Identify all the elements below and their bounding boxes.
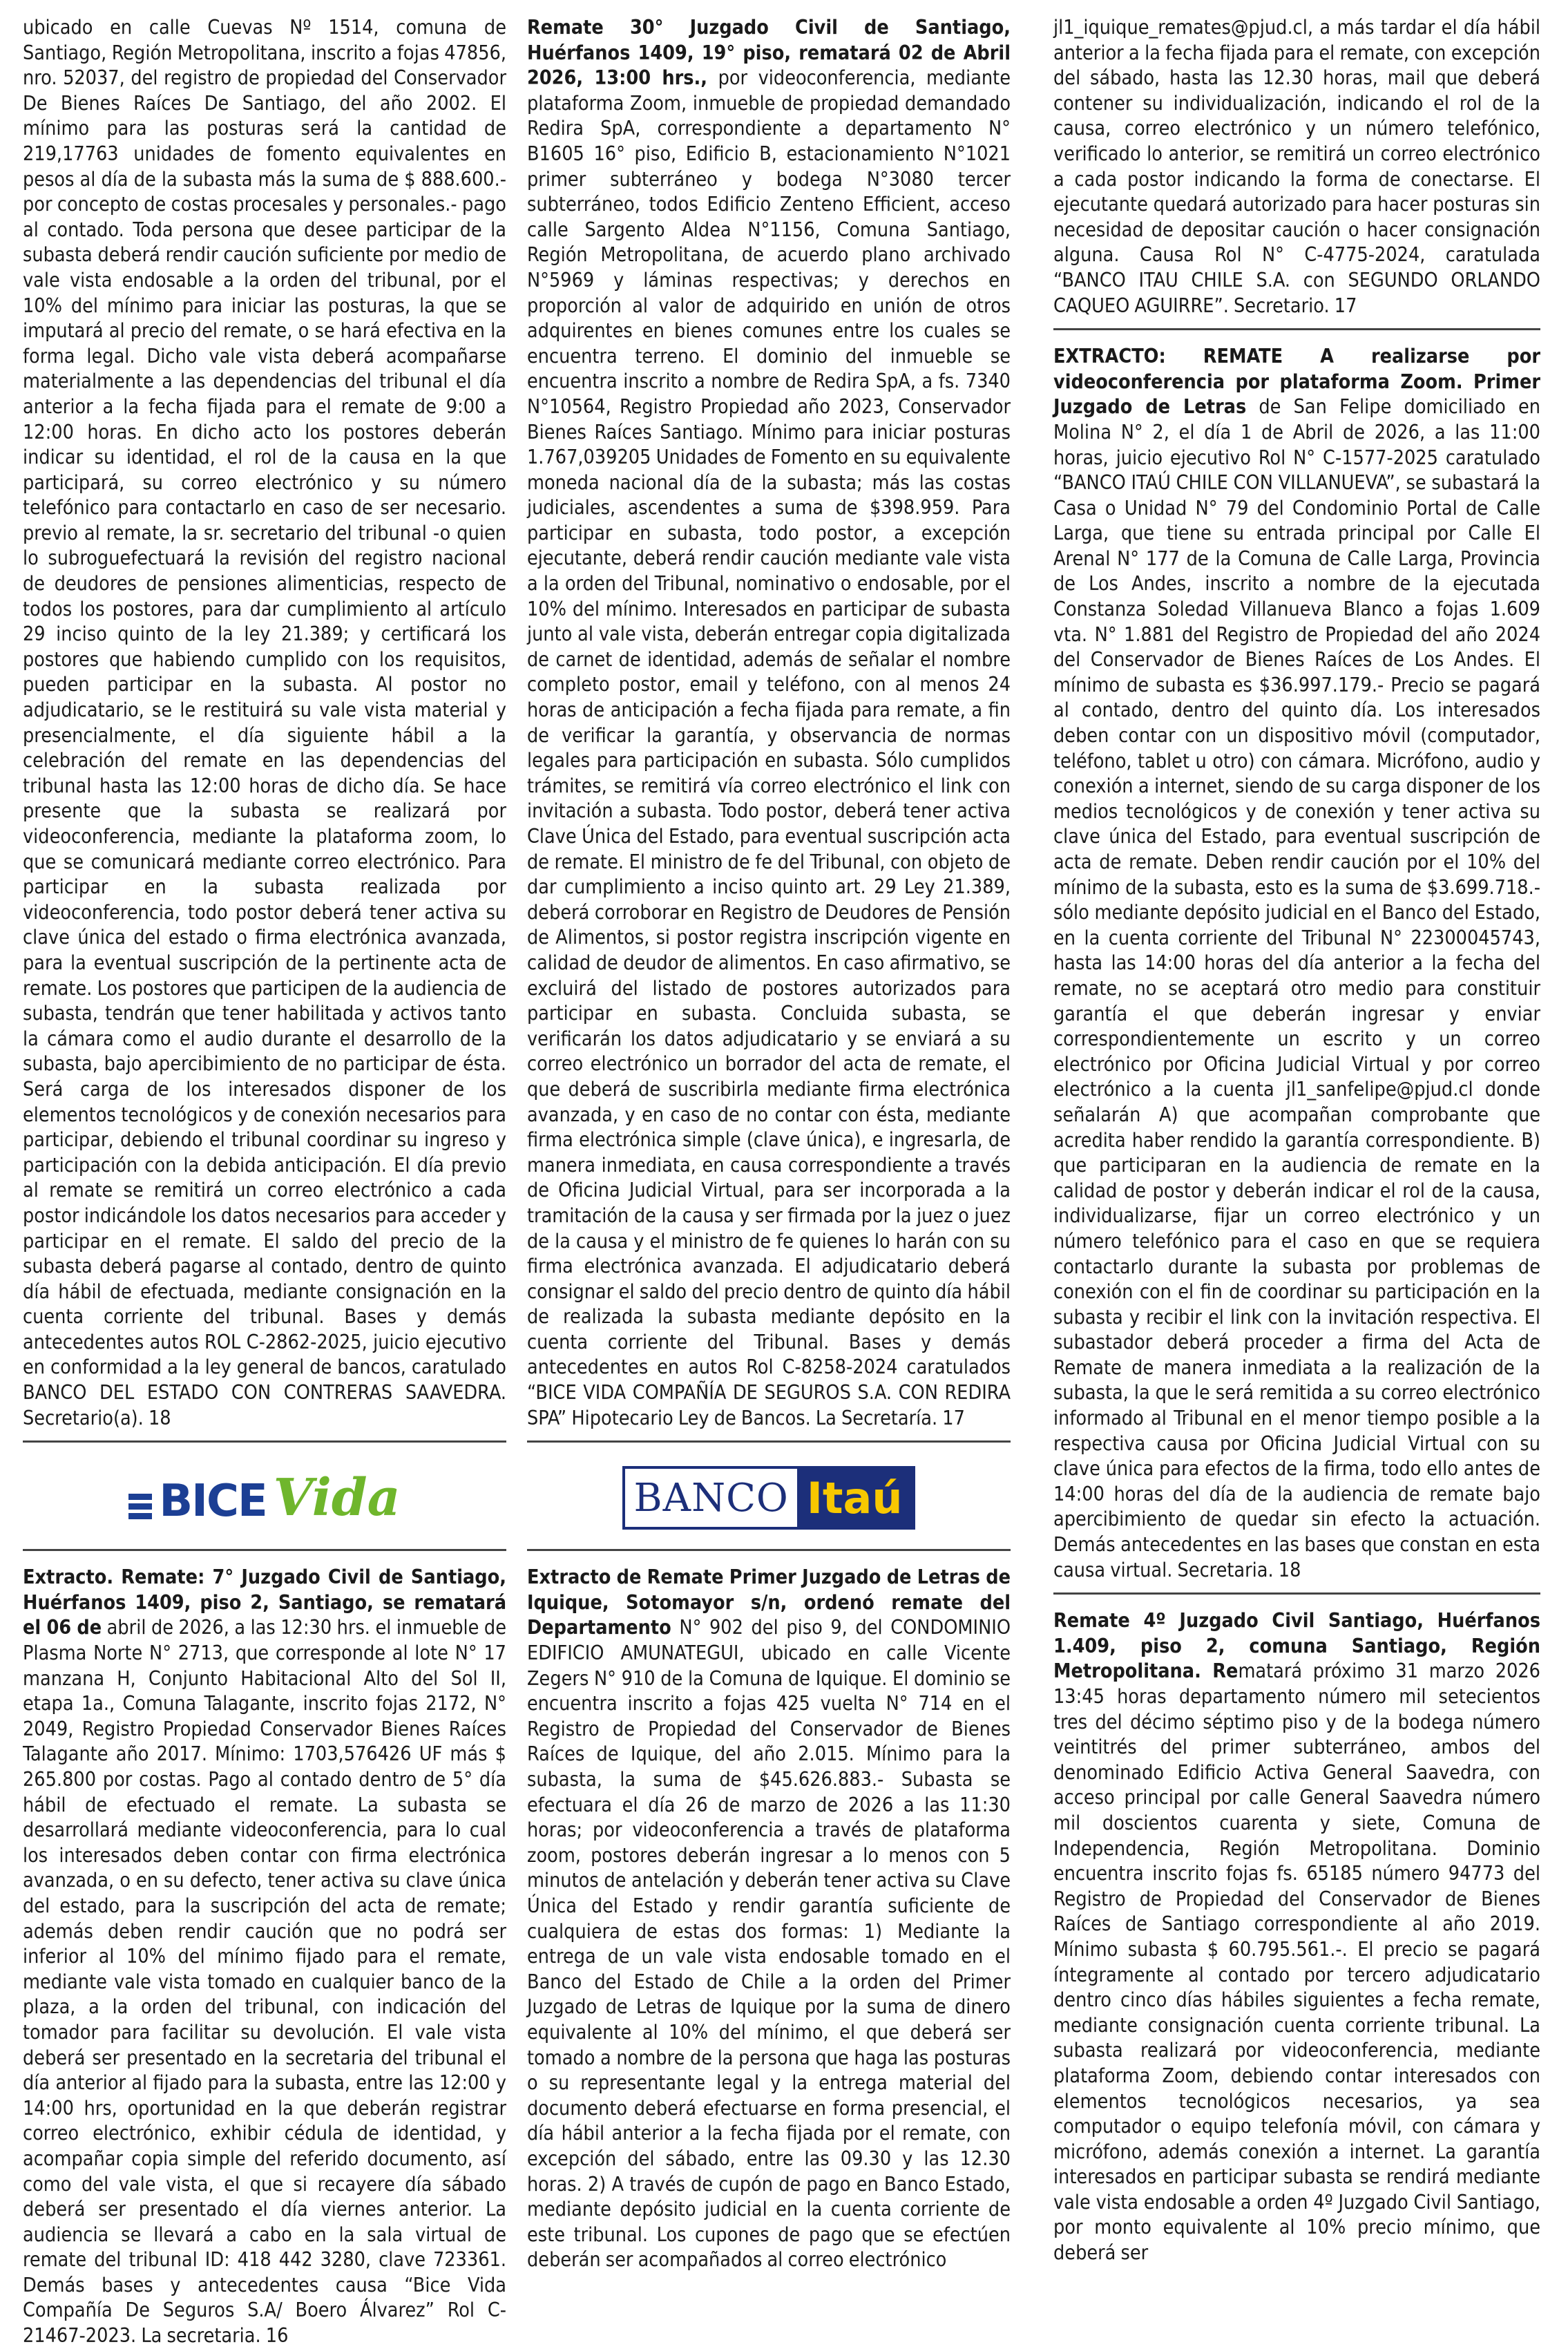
notice-iquique-continued [1053, 15, 1540, 318]
notice-body: por videoconferencia, mediante plataforma Zoom, inmueble de propiedad demandado Redira SpA, correspondiente a departamento N° B1605 16° piso, Edificio B, estacionamiento N°1021 primer subterráneo y bodega N°3080 tercer subterráneo, todos Edificio Zenteno Efficient, acceso calle Sargento Aldea N°1156, Comuna Santiago, Región Metropolitana, de acuerdo plano archivado N°5969 y láminas respectivas; y derechos en proporción al valor de adquirido en unión de otros adquirentes en bienes comunes entre los cuales se encuentra terreno. El dominio del inmueble se encuentra inscrito a nombre de Redira SpA, a fs. 7340 N°10564, Registro Propiedad año 2023, Conservador Bienes Raíces Santiago. Mínimo para iniciar posturas 1.767,039205 Unidades de Fomento en su equivalente moneda nacional día de la subasta; más las costas judiciales, ascendentes a suma de $398.959. Para participar en subasta, todo postor, a excepción ejecutante, deberá rendir caución mediante vale vista a la orden del Tribunal, nominativo o endosable, por el 10% del mínimo. Interesados en participar de subasta junto al vale vista, deberán entregar copia digitalizada de carnet de identidad, además de señalar el nombre completo postor, email y teléfono, con al menos 24 horas de anticipación a fecha fijada para remate, a fin de verificar la garantía, y observancia de normas legales para participación en subasta. Sólo cumplidos trámites, se remitirá vía correo electrónico el link con invitación a subasta. Todo postor, deberá tener activa Clave Única del Estado, para eventual suscripción acta de remate. El ministro de fe del Tribunal, con objeto de dar cumplimiento a inciso quinto art. 29 Ley 21.389, deberá corroborar en Registro de Deudores de Pensión de Alimentos, si postor registra inscripción vigente en calidad de deudor de alimentos. En caso afirmativo, se excluirá del listado de postores autorizados para participar en subasta. Concluida subasta, se verificarán los datos adjudicatario y se enviará a su correo electrónico un borrador del acta de remate, el que deberá de suscribirla mediante firma electrónica avanzada, y en caso de no contar con ésta, mediante firma electrónica simple (clave única), e ingresarla, de manera inmediata, en causa correspondiente a través de Oficina Judicial Virtual, para ser incorporada a la tramitación de la causa y ser firmada por la juez o juez de la causa y el ministro de fe quienes lo harán con su firma electrónica avanzada. El adjudicatario deberá consignar el saldo del precio dentro de quinto día hábil de realizada la subasta mediante depósito en la cuenta corriente del Tribunal. Bases y demás antecedentes en autos Rol C-8258-2024 caratulados “BICE VIDA COMPAÑÍA DE SEGUROS S.A. CON REDIRA SPA” Hipotecario Ley de Bancos. La Secretaría. 17 [527, 66, 1011, 1429]
notice-body: N° 902 del piso 9, del CONDOMINIO EDIFICIO AMUNATEGUI, ubicado en calle Vicente Zegers N° 910 de la Comuna de Iquique. El dominio se encuentra inscrito a fojas 425 vuelta N° 714 en el Registro de Propiedad del Conservador de Bienes Raíces de Iquique, del año 2.015. Mínimo para la subasta, la suma de $45.626.883.- Subasta se efectuara el día 26 de marzo de 2026 a las 11:30 horas; por videoconferencia a través de plataforma zoom, postores deberán ingresar a lo menos con 5 minutos de antelación y deberán tener activa su Clave Única del Estado y rendir garantía suficiente de cualquiera de estas dos formas: 1) Mediante la entrega de un vale vista endosable tomado en el Banco del Estado de Chile a la orden del Primer Juzgado de Letras de Iquique por la suma de dinero equivalente al 10% del mínimo, el que deberá ser tomado a nombre de la persona que haga las posturas o su representante legal y la entrega material del documento deberá efectuarse en forma presencial, el día hábil anterior a la fecha fijada por el remate, con excepción del sábado, entre las 09.30 y las 12.30 horas. 2) A través de cupón de pago en Banco Estado, mediante depósito judicial en la cuenta corriente de este tribunal. Los cupones de pago que se efectúen deberán ser acompañados al correo electrónico [527, 1616, 1011, 2272]
banco-itau-logo [527, 1456, 1011, 1539]
notice-heading: Extracto de Remate Primer Juzgado de Letras de Iquique, Sotomayor s/n, ordenó remate del Departamento [527, 1566, 1011, 1639]
notice-body: jl1_iquique_remates@pjud.cl, a más tardar el día hábil anterior a la fecha fijada para el remate, con excepción del sábado, hasta las 12.30 horas, mail que deberá contener su individualización, indicando el rol de la causa, correo electrónico y un número telefónico, verificado lo anterior, se remitirá un correo electrónico a cada postor indicando la forma de conectarse. El ejecutante quedará autorizado para hacer posturas sin necesidad de depositar caución o hacer consignación alguna. Causa Rol N° C-4775-2024, caratulada “BANCO ITAU CHILE S.A. con SEGUNDO ORLANDO CAQUEO AGUIRRE”. Secretario. 17 [1053, 16, 1540, 317]
vida-logo-text: Vida [273, 1468, 401, 1528]
divider [527, 1440, 1011, 1443]
notice-banco-estado-contreras [23, 15, 506, 1431]
notice-heading: Remate 30° Juzgado Civil de Santiago, Huérfanos 1409, 19° piso, rematará 02 de Abril 2026, 13:00 hrs., [527, 16, 1011, 90]
notice-san-felipe [1053, 344, 1540, 1583]
column-3 [1053, 15, 1540, 2266]
divider [1053, 1592, 1540, 1595]
itau-logo-text: Itaú [797, 1469, 912, 1527]
notice-body: matará próximo 31 marzo 2026 13:45 horas departamento número mil setecientos tres del décimo séptimo piso y de la bodega número veintitrés del primer subterráneo, ambos del denominado Edificio Activa General Saavedra, con acceso principal por calle General Saavedra número mil doscientos cuarenta y siete, Comuna de Independencia, Región Metropolitana. Dominio encuentra inscrito fojas fs. 65185 número 94773 del Registro de Propiedad del Conservador de Bienes Raíces de Santiago correspondiente al año 2019. Mínimo subasta $ 60.795.561.-. El precio se pagará íntegramente al contado por tercero adjudicatario dentro cinco días hábiles siguientes a fecha remate, mediante consignación cuenta corriente tribunal. La subasta realizará por videoconferencia, mediante plataforma Zoom, debiendo contar interesados con elementos tecnológicos necesarios, ya sea computador o equipo telefonía móvil, con cámara y micrófono, además conexión a internet. La garantía interesados en participar subasta se rendirá mediante vale vista endosable a orden 4º Juzgado Civil Santiago, por monto equivalente al 10% precio mínimo, que deberá ser [1053, 1659, 1540, 2265]
banco-logo-text: BANCO [633, 1475, 789, 1521]
notice-heading: EXTRACTO: REMATE A realizarse por videoconferencia por plataforma Zoom. Primer Juzgado de Letras [1053, 345, 1540, 419]
bice-logo-text: BICE [159, 1476, 267, 1528]
notice-heading: Remate 4º Juzgado Civil Santiago, Huérfanos 1.409, piso 2, comuna Santiago, Región Metropolitana. Re [1053, 1609, 1540, 1683]
notice-heading: Extracto. Remate: 7° Juzgado Civil de Santiago, Huérfanos 1409, piso 2, Santiago, se rematará el 06 de [23, 1566, 506, 1639]
column-1 [23, 15, 506, 2349]
bice-bars-icon [128, 1494, 152, 1519]
divider [527, 1549, 1011, 1551]
notice-4-juzgado-civil [1053, 1608, 1540, 2265]
notice-body: de San Felipe domiciliado en Molina N° 2, el día 1 de Abril de 2026, a las 11:00 horas, juicio ejecutivo Rol N° C-1577-2025 caratulado “BANCO ITAÚ CHILE CON VILLANUEVA”, se subastará la Casa o Unidad N° 79 del Condominio Portal de Calle Larga, que tiene su entrada principal por Calle El Arenal N° 177 de la Comuna de Calle Larga, Provincia de Los Andes, inscrito a nombre de la ejecutada Constanza Soledad Villanueva Blanco a fojas 1.609 vta. N° 1.881 del Registro de Propiedad del año 2024 del Conservador de Bienes Raíces de Los Andes. El mínimo de subasta es $36.997.179.- Precio se pagará al contado, dentro del quinto día. Los interesados deben contar con un dispositivo móvil (computador, teléfono, tablet u otro) con cámara. Micrófono, audio y conexión a internet, siendo de su carga disponer de los medios tecnológicos y de conexión y tener activa su clave única del Estado, para eventual suscripción de acta de remate. Deben rendir caución por el 10% del mínimo de la subasta, esto es la suma de $3.699.718.- sólo mediante depósito judicial en el Banco del Estado, en la cuenta corriente del Tribunal N° 22300045743, hasta las 14:00 horas del día anterior a la fecha del remate, no se aceptará otro medio para constituir garantía el que deberán ingresar y enviar correspondientemente un escrito y un correo electrónico por Oficina Judicial Virtual y por correo electrónico a la cuenta jl1_sanfelipe@pjud.cl donde señalarán A) que acompañan comprobante que acredita haber rendido la garantía correspondiente. B) que participaran en la audiencia de remate en la calidad de postor y deberán indicar el rol de la causa, individualizarse, fijar un correo electrónico y un número telefónico para el caso en que se requiera contactarlo durante la subasta por problemas de conexión con el fin de coordinar su participación en la subasta y recibir el link con la invitación respectiva. El subastador deberá proceder a firma del Acta de Remate de manera inmediata a la realización de la subasta, la que le será remitida a su correo electrónico informado al Tribunal en el menor tiempo posible a la respectiva causa por Oficina Judicial Virtual con su clave única para efectos de la firma, todo ello antes de 14:00 horas del día de la audiencia de remate bajo apercibimiento de quedar sin efecto la actuación. Demás antecedentes en las bases que constan en esta causa virtual. Secretaria. 18 [1053, 395, 1540, 1581]
column-2 [527, 15, 1011, 2273]
notice-7-juzgado-civil [23, 1565, 506, 2348]
notice-30-juzgado-civil [527, 15, 1011, 1431]
notice-iquique-remate [527, 1565, 1011, 2273]
bice-vida-logo [23, 1456, 506, 1539]
notice-body: ubicado en calle Cuevas Nº 1514, comuna de Santiago, Región Metropolitana, inscrito a fojas 47856, nro. 52037, del registro de propiedad del Conservador De Bienes Raíces De Santiago, del año 2002. El mínimo para las posturas será la cantidad de 219,17763 unidades de fomento equivalentes en pesos al día de la subasta más la suma de $ 888.600.-por concepto de costas procesales y personales.- pago al contado. Toda persona que desee participar de la subasta deberá rendir caución suficiente por medio de vale vista endosable a la orden del tribunal, por el 10% del mínimo para iniciar las posturas, la que se imputará al precio del remate, o se hará efectiva en la forma legal. Dicho vale vista deberá acompañarse materialmente a las dependencias del tribunal el día anterior a la fecha fijada para el remate de 9:00 a 12:00 horas. En dicho acto los postores deberán indicar su identidad, el rol de la causa en la que participará, su correo electrónico y su número telefónico para contactarlo en caso de ser necesario. previo al remate, la sr. secretario del tribunal -o quien lo subroguefectuará la revisión del registro nacional de deudores de pensiones alimenticias, respecto de todos los postores, para dar cumplimiento al artículo 29 inciso quinto de la ley 21.389; y certificará los postores que habiendo cumplido con los requisitos, pueden participar en la subasta. Al postor no adjudicatario, se le restituirá su vale vista material y presencialmente, el día siguiente hábil a la celebración del remate en las dependencias del tribunal hasta las 12:00 horas de dicho día. Se hace presente que la subasta se realizará por videoconferencia, mediante la plataforma zoom, lo que se comunicará mediante correo electrónico. Para participar en la subasta realizada por videoconferencia, todo postor deberá tener activa su clave única del estado o firma electrónica avanzada, para la eventual suscripción de la pertinente acta de remate. Los postores que participen de la audiencia de subasta, tendrán que tener habilitada y activos tanto la cámara como el audio durante el desarrollo de la subasta, bajo apercibimiento de no participar de ésta. Será carga de los interesados disponer de los elementos tecnológicos y de conexión necesarios para participar, debiendo el tribunal coordinar su ingreso y participación con la debida anticipación. El día previo al remate se remitirá un correo electrónico a cada postor indicándole los datos necesarios para acceder y participar en el remate. El saldo del precio de la subasta deberá pagarse al contado, dentro de quinto día hábil de efectuada, mediante consignación en la cuenta corriente del tribunal. Bases y demás antecedentes autos ROL C-2862-2025, juicio ejecutivo en conformidad a la ley general de bancos, caratulado BANCO DEL ESTADO CON CONTRERAS SAAVEDRA. Secretario(a). 18 [23, 16, 506, 1429]
notice-body: abril de 2026, a las 12:30 hrs. el inmueble de Plasma Norte N° 2713, que corresponde al lote N° 17 manzana H, Conjunto Habitacional Alto del Sol II, etapa 1a., Comuna Talagante, inscrito fojas 2172, N° 2049, Registro Propiedad Conservador Bienes Raíces Talagante año 2017. Mínimo: 1703,576426 UF más $ 265.800 por costas. Pago al contado dentro de 5° día hábil de efectuado el remate. La subasta se desarrollará mediante videoconferencia, para lo cual los interesados deben contar con firma electrónica avanzada, o en su defecto, tener activa su clave única del estado, para la suscripción del acta de remate; además deben rendir caución que no podrá ser inferior al 10% del mínimo fijado para el remate, mediante vale vista tomado en cualquier banco de la plaza, a la orden del tribunal, con indicación del tomador para facilitar su devolución. El vale vista deberá ser presentado en la secretaria del tribunal el día anterior al fijado para la subasta, entre las 12:00 y 14:00 hrs, oportunidad en la que deberán registrar correo electrónico, exhibir cédula de identidad, y acompañar copia simple del referido documento, así como del vale vista, el que si recayere día sábado deberá ser presentado el día viernes anterior. La audiencia se llevará a cabo en la sala virtual de remate del tribunal ID: 418 442 3280, clave 723361. Demás bases y antecedentes causa “Bice Vida Compañía De Seguros S.A/ Boero Álvarez” Rol C- 21467-2023. La secretaria. 16 [23, 1616, 506, 2348]
divider [23, 1440, 506, 1443]
divider [23, 1549, 506, 1551]
divider [1053, 328, 1540, 330]
